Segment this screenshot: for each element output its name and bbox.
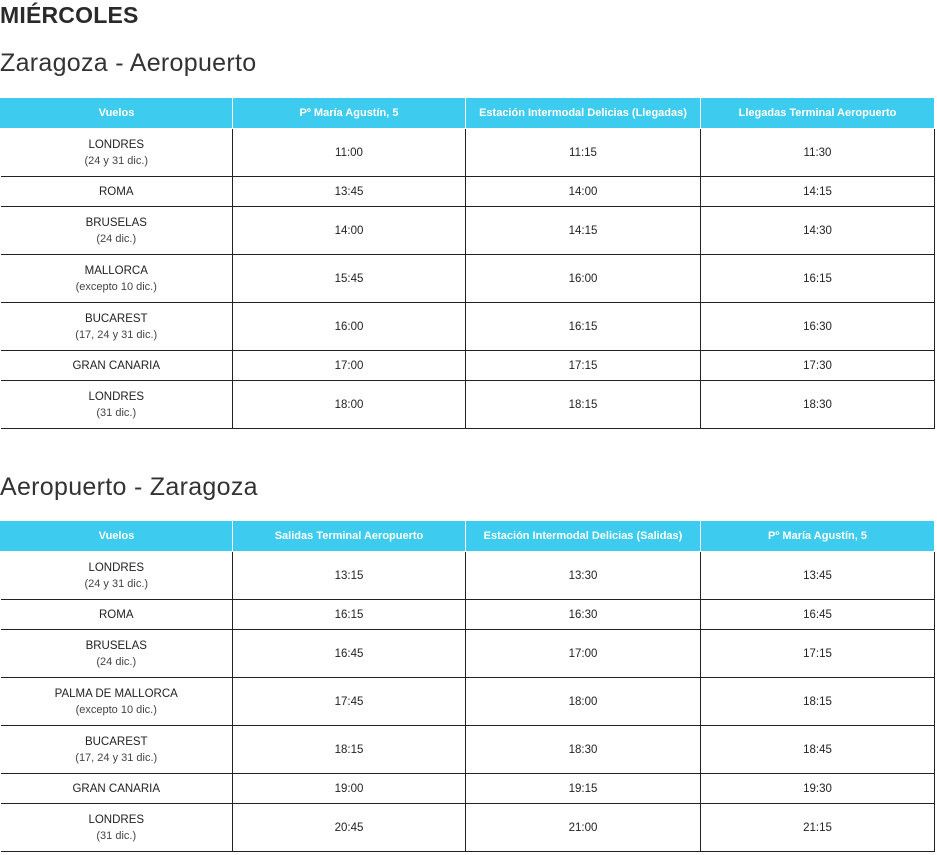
time-cell: 17:30 [701, 351, 935, 381]
time-cell: 16:15 [701, 255, 935, 303]
table-header-row [1, 521, 935, 552]
flight-name: PALMA DE MALLORCA [54, 687, 178, 700]
flight-name: LONDRES [88, 561, 145, 574]
table-body [1, 552, 935, 852]
time-cell: 20:45 [233, 804, 466, 852]
time-cell: 14:15 [466, 207, 701, 255]
time-cell: 11:00 [233, 129, 466, 177]
time-cell: 17:45 [233, 678, 466, 726]
schedule-table-return [0, 520, 935, 852]
flight-cell [1, 804, 233, 852]
flight-name: GRAN CANARIA [72, 782, 161, 795]
table-body [1, 129, 935, 429]
route-title-outbound: Zaragoza - Aeropuerto [0, 49, 257, 77]
time-cell: 13:45 [701, 552, 935, 600]
column-header: Pº María Agustín, 5 [233, 98, 466, 129]
time-cell: 18:30 [701, 381, 935, 429]
time-cell: 18:00 [466, 678, 701, 726]
table-row [1, 255, 935, 303]
flight-note: (excepto 10 dic.) [75, 703, 157, 716]
time-cell: 17:00 [466, 630, 701, 678]
time-cell: 16:15 [233, 600, 466, 630]
table-row [1, 804, 935, 852]
flight-cell [1, 678, 233, 726]
column-header: Salidas Terminal Aeropuerto [233, 521, 466, 552]
table-row [1, 774, 935, 804]
time-cell: 16:15 [466, 303, 701, 351]
time-cell: 19:30 [701, 774, 935, 804]
flight-cell [1, 381, 233, 429]
flight-cell [1, 351, 233, 381]
flight-name: LONDRES [88, 390, 145, 403]
column-header: Estación Intermodal Delicias (Llegadas) [466, 98, 701, 129]
table-row [1, 678, 935, 726]
flight-note: (17, 24 y 31 dic.) [75, 751, 158, 764]
time-cell: 13:15 [233, 552, 466, 600]
flight-cell [1, 726, 233, 774]
time-cell: 16:45 [233, 630, 466, 678]
flight-note: (24 dic.) [96, 655, 137, 668]
column-header: Vuelos [1, 98, 233, 129]
flight-cell [1, 630, 233, 678]
time-cell: 11:30 [701, 129, 935, 177]
time-cell: 18:45 [701, 726, 935, 774]
schedule-table-outbound [0, 97, 935, 429]
time-cell: 18:15 [466, 381, 701, 429]
time-cell: 21:00 [466, 804, 701, 852]
time-cell: 19:15 [466, 774, 701, 804]
column-header: Estación Intermodal Delicias (Salidas) [466, 521, 701, 552]
flight-name: ROMA [99, 185, 134, 198]
column-header: Llegadas Terminal Aeropuerto [701, 98, 935, 129]
time-cell: 16:30 [466, 600, 701, 630]
flight-name: LONDRES [88, 813, 145, 826]
flight-note: (24 y 31 dic.) [84, 577, 149, 590]
route-title-return: Aeropuerto - Zaragoza [0, 473, 258, 501]
time-cell: 11:15 [466, 129, 701, 177]
time-cell: 14:15 [701, 177, 935, 207]
time-cell: 16:00 [233, 303, 466, 351]
column-header: Pº María Agustín, 5 [701, 521, 935, 552]
flight-cell [1, 552, 233, 600]
flight-note: (24 dic.) [96, 232, 137, 245]
table-row [1, 630, 935, 678]
table-row [1, 351, 935, 381]
flight-name: BUCAREST [84, 735, 148, 748]
table-row [1, 129, 935, 177]
time-cell: 16:45 [701, 600, 935, 630]
flight-cell [1, 177, 233, 207]
flight-cell [1, 129, 233, 177]
flight-name: LONDRES [88, 138, 145, 151]
flight-name: BRUSELAS [85, 639, 147, 652]
flight-note: (excepto 10 dic.) [75, 280, 157, 293]
flight-note: (17, 24 y 31 dic.) [75, 328, 158, 341]
time-cell: 18:15 [233, 726, 466, 774]
flight-cell [1, 207, 233, 255]
time-cell: 18:30 [466, 726, 701, 774]
time-cell: 13:30 [466, 552, 701, 600]
flight-name: MALLORCA [84, 264, 148, 277]
flight-note: (24 y 31 dic.) [84, 154, 149, 167]
table-row [1, 600, 935, 630]
table-row [1, 552, 935, 600]
flight-note: (31 dic.) [96, 829, 137, 842]
time-cell: 21:15 [701, 804, 935, 852]
flight-cell [1, 303, 233, 351]
flight-name: GRAN CANARIA [72, 359, 161, 372]
table-row [1, 177, 935, 207]
flight-note: (31 dic.) [96, 406, 137, 419]
time-cell: 16:00 [466, 255, 701, 303]
flight-cell [1, 255, 233, 303]
time-cell: 13:45 [233, 177, 466, 207]
time-cell: 17:15 [701, 630, 935, 678]
column-header: Vuelos [1, 521, 233, 552]
table-header-row [1, 98, 935, 129]
time-cell: 17:00 [233, 351, 466, 381]
time-cell: 18:00 [233, 381, 466, 429]
day-title: MIÉRCOLES [0, 2, 139, 28]
time-cell: 15:45 [233, 255, 466, 303]
time-cell: 14:00 [233, 207, 466, 255]
flight-cell [1, 600, 233, 630]
table-row [1, 207, 935, 255]
flight-name: ROMA [99, 608, 134, 621]
flight-name: BUCAREST [84, 312, 148, 325]
flight-cell [1, 774, 233, 804]
table-row [1, 381, 935, 429]
time-cell: 14:30 [701, 207, 935, 255]
table-row [1, 303, 935, 351]
time-cell: 16:30 [701, 303, 935, 351]
time-cell: 18:15 [701, 678, 935, 726]
time-cell: 17:15 [466, 351, 701, 381]
time-cell: 19:00 [233, 774, 466, 804]
table-row [1, 726, 935, 774]
flight-name: BRUSELAS [85, 216, 147, 229]
time-cell: 14:00 [466, 177, 701, 207]
